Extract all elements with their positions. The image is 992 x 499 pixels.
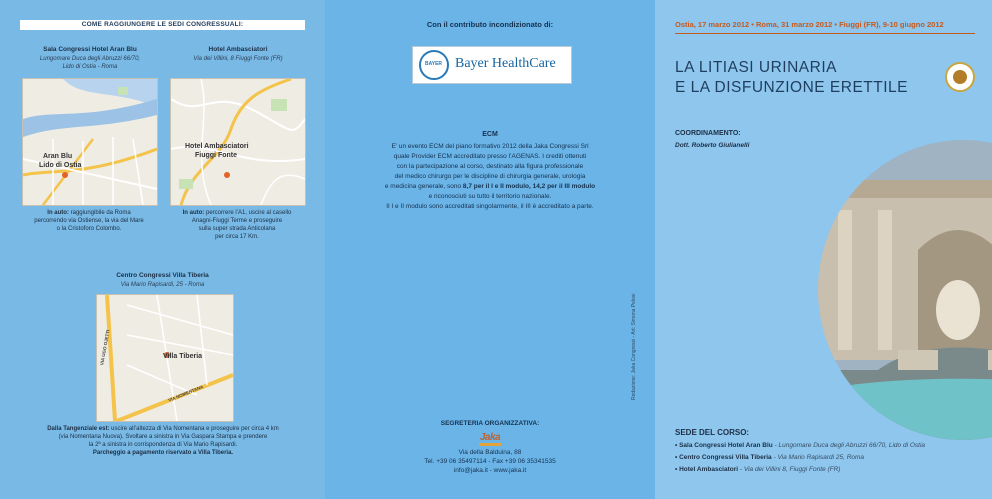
map-ambasciatori-graphic — [171, 79, 305, 205]
venue3-dir-prefix: Dalla Tangenziale est: — [47, 426, 110, 432]
venue2-dir-line4: per circa 17 Km. — [215, 234, 259, 240]
jaka-logo-bar — [479, 443, 501, 446]
map-label-fiuggi: Fiuggi Fonte — [195, 152, 237, 159]
coordinator-name: Dott. Roberto Giulianelli — [675, 142, 750, 149]
venue-list-item-addr: - Via Mario Rapisardi 25, Roma — [771, 454, 865, 461]
venue2-dir-prefix: In auto: — [182, 210, 205, 216]
seal-center — [953, 70, 967, 84]
venue3-dir-line2: (via Nomentana Nuova). Svoltare a sinistra in Via Gaspara Stampa e prendere — [58, 434, 268, 440]
ecm-line: e medicina generale, sono — [384, 183, 463, 190]
secretariat-title: SEGRETERIA ORGANIZZATIVA: — [440, 420, 540, 427]
bayer-logo-text: Bayer HealthCare — [455, 56, 556, 71]
venue3-dir-line3: la 2ª a sinistra in corrispondenza di Via Mario Rapisardi. — [88, 442, 238, 448]
venue3-dir-line1: uscire all’altezza di Via Nomentana e proseguire per circa 4 km — [109, 426, 279, 432]
venue1-dir-line1: raggiungibile da Roma — [68, 210, 131, 216]
bayer-cross-horizontal: BAYER — [425, 61, 443, 67]
event-dates: Ostia, 17 marzo 2012 • Roma, 31 marzo 2012 • Fiuggi (FR), 9-10 giugno 2012 — [675, 20, 944, 29]
map-label-lido: Lido di Ostia — [39, 162, 82, 169]
venue2-dir-line1: percorrere l’A1, uscire al casello — [204, 210, 292, 216]
redazione-credit: Redazione: Jaka Congressi - Art: Simona Pelosi — [631, 293, 637, 400]
trevi-fountain-graphic — [818, 140, 992, 440]
ecm-title: ECM — [482, 131, 498, 138]
map-aran-blu — [22, 78, 158, 206]
ecm-credits: 8,7 per il I e II modulo, 14,2 per il III modulo — [462, 183, 596, 190]
course-title — [675, 58, 908, 98]
map-road-nomentana: VIA NOMENTANA — [167, 384, 205, 403]
venue2-addr1: Via dei Villini, 8 Fiuggi Fonte (FR) — [193, 56, 283, 62]
venue-list-item-addr: - Via dei Villini 8, Fiuggi Fonte (FR) — [738, 466, 841, 473]
ecm-line: e riconosciuti su tutto il territorio nazionale. — [428, 193, 552, 200]
venue3-addr1: Via Mario Rapisardi, 25 - Roma — [120, 282, 205, 288]
venue3-directions — [18, 425, 308, 457]
venue2-dir-line3: sulla super strada Anticolana — [198, 226, 276, 232]
cover-panel — [655, 0, 992, 499]
venue1-dir-line2: percorrendo via Ostiense, la via del Mare — [34, 218, 144, 224]
directions-panel — [0, 0, 325, 499]
secretariat-contacts — [325, 448, 655, 475]
venue-list-item-name: • Hotel Ambasciatori — [675, 466, 739, 473]
map-label-ambasciatori: Hotel Ambasciatori — [185, 143, 249, 150]
venue1-addr2: Lido di Ostia - Roma — [62, 64, 118, 70]
venue-list-item-addr: - Lungomare Duca degli Abruzzi 66/70, Lido di Ostia — [772, 442, 925, 449]
sponsor-caption: Con il contributo incondizionato di: — [426, 20, 554, 29]
jaka-logo — [477, 432, 503, 446]
ecm-line: quale Provider ECM accreditato presso l’AGENAS. I crediti ottenuti — [393, 153, 587, 160]
ecm-line: E’ un evento ECM del piano formativo 2012 della Jaka Congressi Srl — [391, 143, 589, 150]
jaka-logo-text: Jaka — [479, 432, 501, 443]
secretariat-phone: Tel. +39 06 35497114 - Fax +39 06 35341535 — [424, 458, 556, 465]
course-title-line1: LA LITIASI URINARIA — [675, 59, 837, 76]
ecm-line: Il I e II modulo sono accreditati singolarmente, il III è accreditato a parte. — [386, 203, 594, 210]
map-label-aran-blu: Aran Blu — [43, 153, 73, 160]
venue3-dir-line4: Parcheggio a pagamento riservato a Villa Tiberia. — [92, 450, 234, 456]
venue1-dir-prefix: In auto: — [47, 210, 69, 216]
map-villa-tiberia — [96, 294, 234, 422]
bayer-cross-icon — [419, 50, 449, 80]
course-title-line2: E LA DISFUNZIONE ERETTILE — [675, 79, 908, 96]
venue3-name: Centro Congressi Villa Tiberia — [116, 272, 209, 279]
venue1-dir-line3: o la Cristoforo Colombo. — [56, 226, 122, 232]
map-aran-blu-graphic — [23, 79, 157, 205]
venue2-directions — [166, 209, 308, 241]
venue1-directions — [18, 209, 160, 233]
map-ambasciatori — [170, 78, 306, 206]
venue-list-item-name: • Sala Congressi Hotel Aran Blu — [675, 442, 773, 449]
venue-list — [675, 440, 925, 476]
coordination-title: COORDINAMENTO: — [675, 130, 741, 137]
dates-divider — [675, 33, 975, 34]
venue-list-item-name: • Centro Congressi Villa Tiberia — [675, 454, 772, 461]
map-road-ojetti: VIA UGO OJETTI — [99, 329, 111, 366]
directions-header: COME RAGGIUNGERE LE SEDI CONGRESSUALI: — [20, 20, 305, 30]
trevi-fountain-photo — [818, 140, 992, 440]
ecm-line: del medico chirurgo per le discipline di chirurgia generale, urologia — [394, 173, 586, 180]
ecm-body — [337, 142, 643, 212]
ecm-line: con la partecipazione al corso, destinato alla figura professionale — [396, 163, 584, 170]
venue1-name: Sala Congressi Hotel Aran Blu — [43, 46, 137, 53]
venue2-name: Hotel Ambasciatori — [208, 46, 268, 53]
bayer-logo — [412, 46, 572, 84]
society-seal-icon — [945, 62, 975, 92]
venue1-addr1: Lungomare Duca degli Abruzzi 66/70, — [39, 56, 141, 62]
map-label-villa-tiberia: Villa Tiberia — [163, 353, 203, 360]
secretariat-address: Via della Balduina, 88 — [458, 449, 522, 456]
venue-list-title: SEDE DEL CORSO: — [675, 428, 750, 437]
secretariat-web: info@jaka.it - www.jaka.it — [453, 467, 527, 474]
info-panel — [325, 0, 655, 499]
venue2-dir-line2: Anagni-Fiuggi Terme e proseguire — [191, 218, 283, 224]
